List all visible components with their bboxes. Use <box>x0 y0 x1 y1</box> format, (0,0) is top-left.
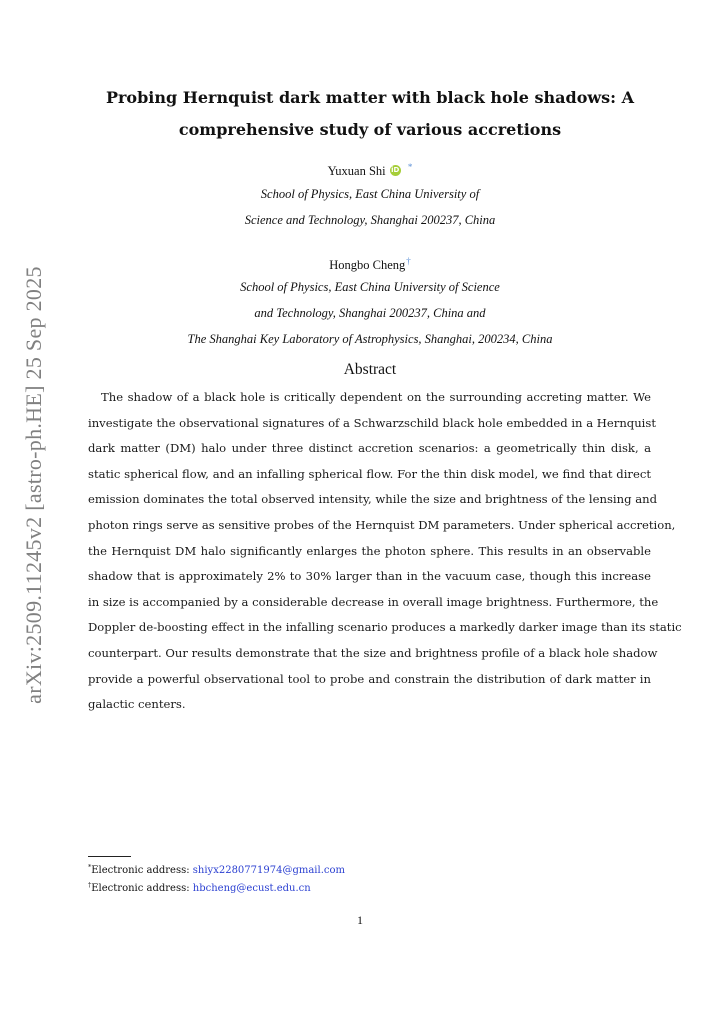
author-2-affiliation <box>100 274 640 352</box>
title-line: comprehensive study of various accretions <box>178 120 562 139</box>
paper-title <box>90 82 650 146</box>
affiliation-line: Science and Technology, Shanghai 200237, China <box>244 213 496 227</box>
affiliation-line: The Shanghai Key Laboratory of Astrophysics, Shanghai, 200234, China <box>187 332 553 346</box>
footnote-marker: * <box>88 863 92 871</box>
abstract-line: emission dominates the total observed intensity, while the size and brightness of the lensing and <box>88 492 657 507</box>
footnote-label: Electronic address: <box>91 865 193 876</box>
footnote-1 <box>88 860 588 878</box>
author-1-affiliation <box>100 181 640 233</box>
author-footnote-marker[interactable]: * <box>407 162 413 172</box>
footnote-2 <box>88 878 588 896</box>
abstract-body <box>88 385 682 718</box>
abstract-line: counterpart. Our results demonstrate that the size and brightness profile of a black hole shadow <box>88 645 658 660</box>
author-name: Hongbo Cheng <box>329 258 406 272</box>
title-line: Probing Hernquist dark matter with black hole shadows: A <box>105 88 635 107</box>
abstract-line: galactic centers. <box>88 697 186 712</box>
author-email-link[interactable]: shiyx2280771974@gmail.com <box>192 865 345 876</box>
abstract-line: investigate the observational signatures of a Schwarzschild black hole embedded in a Hernquist <box>88 415 656 430</box>
footnote-label: Electronic address: <box>91 883 193 894</box>
affiliation-line: School of Physics, East China University of <box>260 187 480 201</box>
abstract-line: The shadow of a black hole is critically dependent on the surrounding accreting matter. We <box>101 390 651 404</box>
arxiv-identifier-stamp <box>14 265 54 704</box>
abstract-line: dark matter (DM) halo under three distinct accretion scenarios: a geometrically thin disk, a <box>88 441 651 456</box>
abstract-heading: Abstract <box>343 361 397 378</box>
author-footnote-marker[interactable]: † <box>406 256 411 266</box>
affiliation-line: and Technology, Shanghai 200237, China and <box>254 306 486 320</box>
abstract-line: in size is accompanied by a considerable decrease in overall image brightness. Furthermore, the <box>88 594 659 609</box>
author-2 <box>160 253 580 273</box>
arxiv-identifier-text: arXiv:2509.11245v2 [astro-ph.HE] 25 Sep 2025 <box>21 265 46 704</box>
affiliation-line: School of Physics, East China University of Science <box>240 280 500 294</box>
abstract-line: provide a powerful observational tool to probe and constrain the distribution of dark matter in <box>88 671 651 686</box>
abstract-line: shadow that is approximately 2% to 30% larger than in the vacuum case, though this increase <box>88 569 651 584</box>
abstract-line: photon rings serve as sensitive probes of the Hernquist DM parameters. Under spherical accretion, <box>88 517 676 532</box>
footnote-marker: † <box>88 881 92 889</box>
footnote-divider <box>88 856 131 857</box>
abstract-line: the Hernquist DM halo significantly enlarges the photon sphere. This results in an observable <box>88 543 651 558</box>
abstract-line: static spherical flow, and an infalling spherical flow. For the thin disk model, we find that direct <box>88 466 651 481</box>
orcid-icon[interactable]: iD <box>391 166 400 174</box>
author-1 <box>160 159 580 179</box>
author-name: Yuxuan Shi <box>327 164 386 178</box>
author-email-link[interactable]: hbcheng@ecust.edu.cn <box>192 883 311 894</box>
abstract-line: Doppler de-boosting effect in the infalling scenario produces a markedly darker image than its static <box>88 620 682 635</box>
page-number: 1 <box>357 913 363 927</box>
